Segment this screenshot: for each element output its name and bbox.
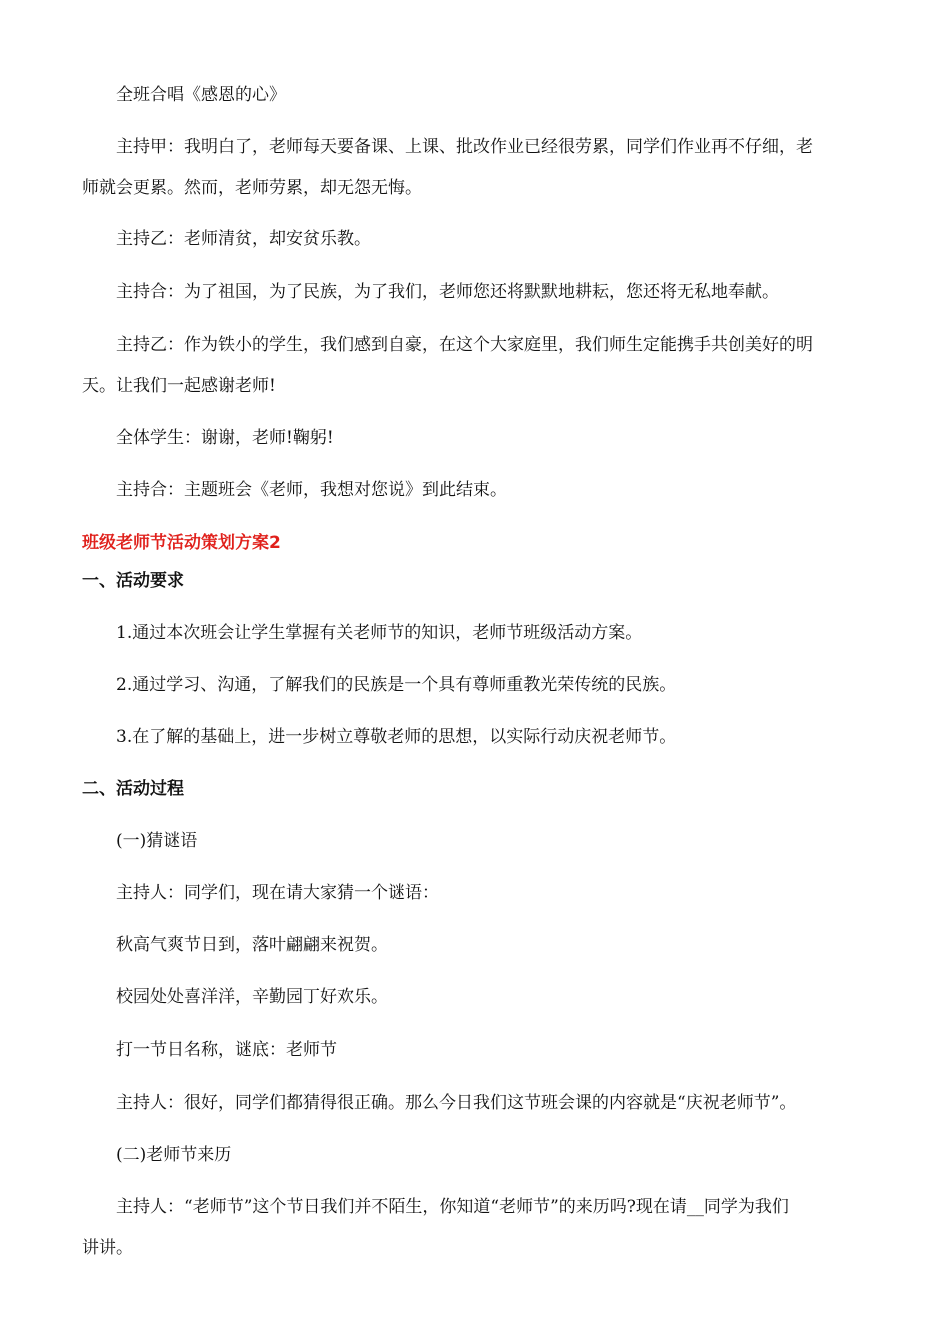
paragraph-host-together: 主持合：为了祖国，为了民族，为了我们，老师您还将默默地耕耘，您还将无私地奉献。 <box>116 282 779 302</box>
requirement-item-2: 2.通过学习、沟通，了解我们的民族是一个具有尊师重教光荣传统的民族。 <box>116 675 677 695</box>
heading-process: 二、活动过程 <box>82 779 184 799</box>
heading-requirements: 一、活动要求 <box>82 571 184 591</box>
section-title: 班级老师节活动策划方案2 <box>82 533 281 553</box>
paragraph-host-a-line1: 主持甲：我明白了，老师每天要备课、上课、批改作业已经很劳累，同学们作业再不仔细，老 <box>116 137 813 157</box>
subheading-origin: (二)老师节来历 <box>116 1145 232 1165</box>
paragraph-all-students: 全体学生：谢谢，老师!鞠躬! <box>116 428 334 448</box>
paragraph-sing: 全班合唱《感恩的心》 <box>116 85 286 105</box>
requirement-item-3: 3.在了解的基础上，进一步树立尊敬老师的思想，以实际行动庆祝老师节。 <box>116 727 677 747</box>
paragraph-host-correct: 主持人：很好，同学们都猜得很正确。那么今日我们这节班会课的内容就是“庆祝老师节”。 <box>116 1093 797 1113</box>
riddle-line-1: 秋高气爽节日到，落叶翩翩来祝贺。 <box>116 935 388 955</box>
paragraph-host-a-line2: 师就会更累。然而，老师劳累，却无怨无悔。 <box>82 178 422 198</box>
paragraph-host-origin-line2: 讲讲。 <box>82 1238 133 1258</box>
riddle-line-2: 校园处处喜洋洋，辛勤园丁好欢乐。 <box>116 987 388 1007</box>
paragraph-host-origin-line1: 主持人：“老师节”这个节日我们并不陌生，你知道“老师节”的来历吗?现在请__同学为我们 <box>116 1197 789 1217</box>
paragraph-host-b: 主持乙：老师清贫，却安贫乐教。 <box>116 229 371 249</box>
paragraph-closing: 主持合：主题班会《老师，我想对您说》到此结束。 <box>116 480 507 500</box>
subheading-riddle: (一)猜谜语 <box>116 831 198 851</box>
paragraph-host-b2-line1: 主持乙：作为铁小的学生，我们感到自豪，在这个大家庭里，我们师生定能携手共创美好的明 <box>116 335 813 355</box>
requirement-item-1: 1.通过本次班会让学生掌握有关老师节的知识，老师节班级活动方案。 <box>116 623 643 643</box>
paragraph-host-b2-line2: 天。让我们一起感谢老师! <box>82 376 276 396</box>
paragraph-host-riddle: 主持人：同学们，现在请大家猜一个谜语： <box>116 883 439 903</box>
riddle-answer: 打一节日名称，谜底：老师节 <box>116 1040 337 1060</box>
